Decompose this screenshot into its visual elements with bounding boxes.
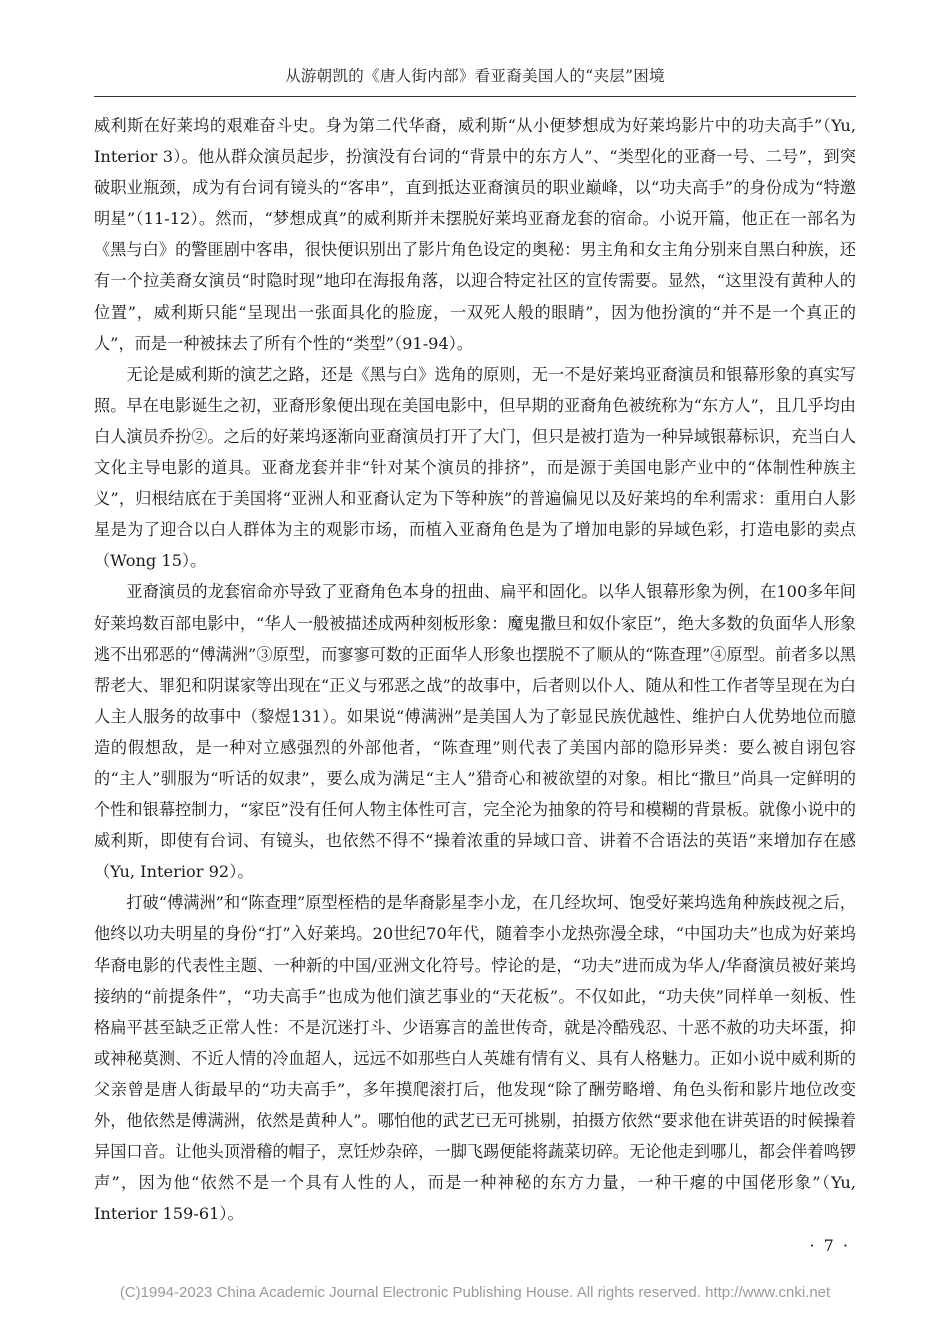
paragraph-1: 威利斯在好莱坞的艰难奋斗史。身为第二代华裔，威利斯“从小便梦想成为好莱坞影片中的功夫高手”（Yu, Interior 3）。他从群众演员起步，扮演没有台词的“背景中的东方人”、“类型化的亚裔一号、二号”，到突破职业瓶颈，成为有台词有镜头的“客串”，直到抵达亚裔演员的职业巅峰，以“功夫高手”的身份成为“特邀明星”（11-12）。然而，“梦想成真”的威利斯并未摆脱好莱坞亚裔龙套的宿命。小说开篇，他正在一部名为《黑与白》的警匪剧中客串，很快便识别出了影片角色设定的奥秘：男主角和女主角分别来自黑白种族，还有一个拉美裔女演员“时隐时现”地印在海报角落，以迎合特定社区的宣传需要。显然，“这里没有黄种人的位置”，威利斯只能“呈现出一张面具化的脸庞，一双死人般的眼睛”，因为他扮演的“并不是一个真正的人”，而是一种被抹去了所有个性的“类型”（91-94）。: [94, 116, 856, 353]
paragraph-3: 亚裔演员的龙套宿命亦导致了亚裔角色本身的扭曲、扁平和固化。以华人银幕形象为例，在100多年间好莱坞数百部电影中，“华人一般被描述成两种刻板形象：魔鬼撒旦和奴仆家臣”，绝大多数的负面华人形象逃不出邪恶的“傅满洲”③原型，而寥寥可数的正面华人形象也摆脱不了顺从的“陈查理”④原型。前者多以黑帮老大、罪犯和阴谋家等出现在“正义与邪恶之战”的故事中，后者则以仆人、随从和性工作者等呈现在为白人主人服务的故事中（黎煜131）。如果说“傅满洲”是美国人为了彰显民族优越性、维护白人优势地位而臆造的假想敌，是一种对立感强烈的外部他者，“陈查理”则代表了美国内部的隐形异类：要么被自诩包容的“主人”驯服为“听话的奴隶”，要么成为满足“主人”猎奇心和被欲望的对象。相比“撒旦”尚具一定鲜明的个性和银幕控制力，“家臣”没有任何人物主体性可言，完全沦为抽象的符号和模糊的背景板。就像小说中的威利斯，即使有台词、有镜头，也依然不得不“操着浓重的异域口音、讲着不合语法的英语”来增加存在感（Yu, Interior 92）。: [94, 582, 856, 882]
header-rule: [94, 96, 856, 97]
copyright-footer: (C)1994-2023 China Academic Journal Electronic Publishing House. All rights reserved. http://www.cnki.net: [119, 1284, 831, 1301]
paragraph-4: 打破“傅满洲”和“陈查理”原型桎梏的是华裔影星李小龙，在几经坎坷、饱受好莱坞选角种族歧视之后，他终以功夫明星的身份“打”入好莱坞。20世纪70年代，随着李小龙热弥漫全球，“中国功夫”也成为好莱坞华裔电影的代表性主题、一种新的中国/亚洲文化符号。悖论的是，“功夫”进而成为华人/华裔演员被好莱坞接纳的“前提条件”，“功夫高手”也成为他们演艺事业的“天花板”。不仅如此，“功夫侠”同样单一刻板、性格扁平甚至缺乏正常人性：不是沉迷打斗、少语寡言的盖世传奇，就是冷酷残忍、十恶不赦的功夫坏蛋，抑或神秘莫测、不近人情的冷血超人，远远不如那些白人英雄有情有义、具有人格魅力。正如小说中威利斯的父亲曾是唐人街最早的“功夫高手”，多年摸爬滚打后，他发现“除了酬劳略增、角色头衔和影片地位改变外，他依然是傅满洲，依然是黄种人”。哪怕他的武艺已无可挑剔，拍摄方依然“要求他在讲英语的时候操着异国口音。让他头顶滑稽的帽子，烹饪炒杂碎，一脚飞踢便能将蔬菜切碎。无论他走到哪儿，都会伴着鸣锣声”，因为他“依然不是一个具有人性的人，而是一种神秘的东方力量，一种干瘪的中国佬形象”（Yu, Interior 159-61）。: [94, 893, 856, 1224]
page-number: · 7 ·: [809, 1236, 850, 1255]
running-head: 从游朝凯的《唐人街内部》看亚裔美国人的“夹层”困境: [285, 67, 665, 85]
paragraph-2: 无论是威利斯的演艺之路，还是《黑与白》选角的原则，无一不是好莱坞亚裔演员和银幕形象的真实写照。早在电影诞生之初，亚裔形象便出现在美国电影中，但早期的亚裔角色被统称为“东方人”，且几乎均由白人演员乔扮②。之后的好莱坞逐渐向亚裔演员打开了大门，但只是被打造为一种异域银幕标识，充当白人文化主导电影的道具。亚裔龙套并非“针对某个演员的排挤”，而是源于美国电影产业中的“体制性种族主义”，归根结底在于美国将“亚洲人和亚裔认定为下等种族”的普遍偏见以及好莱坞的牟利需求：重用白人影星是为了迎合以白人群体为主的观影市场，而植入亚裔角色是为了增加电影的异域色彩，打造电影的卖点（Wong 15）。: [94, 364, 856, 571]
article-body: [94, 110, 856, 1229]
